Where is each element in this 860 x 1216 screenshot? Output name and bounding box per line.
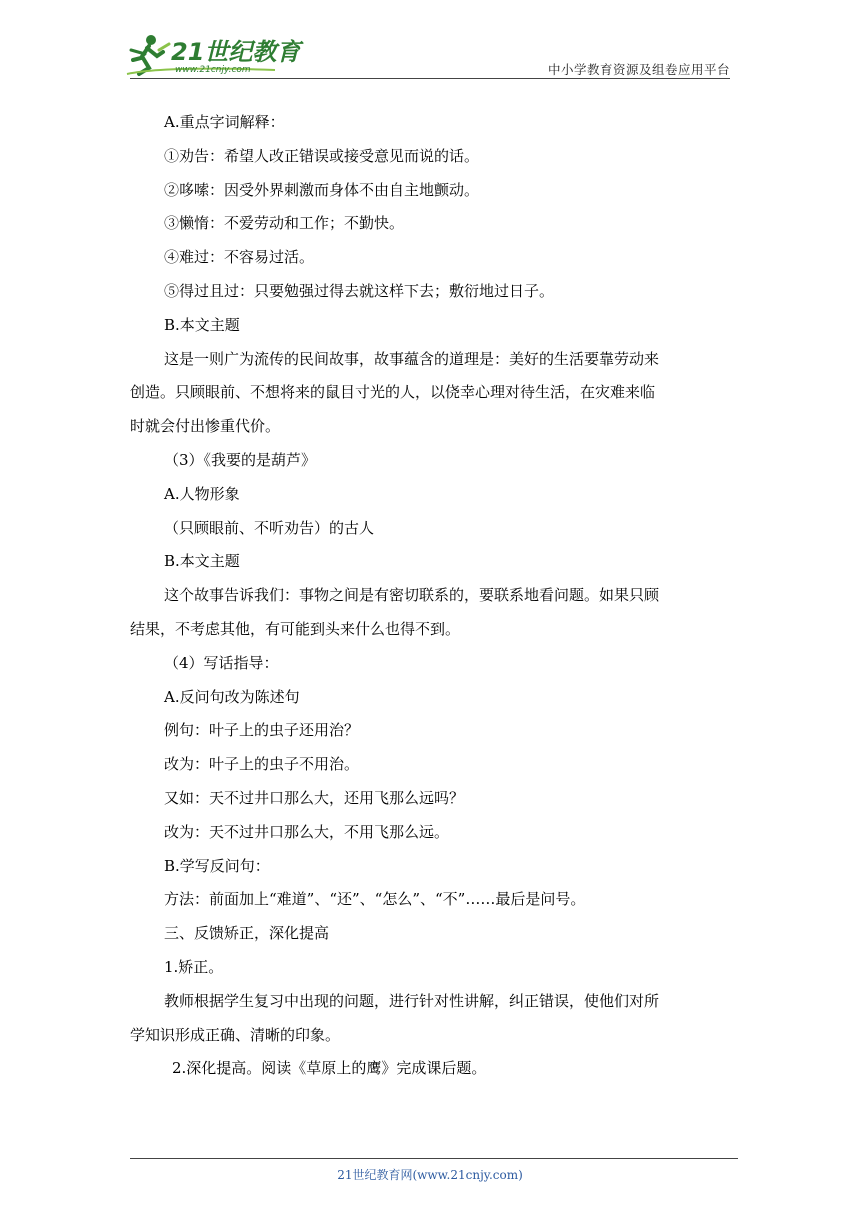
page-header bbox=[0, 0, 860, 90]
text-line: ④难过：不容易过活。 bbox=[164, 248, 315, 266]
text-line: 2.深化提高。阅读《草原上的鹰》完成课后题。 bbox=[172, 1059, 487, 1077]
text-line: 改为：天不过井口那么大，不用飞那么远。 bbox=[164, 823, 450, 841]
text-line: 方法：前面加上“难道”、“还”、“怎么”、“不”……最后是问号。 bbox=[164, 890, 586, 908]
footer-divider bbox=[130, 1158, 738, 1159]
text-line: A.重点字词解释： bbox=[164, 113, 285, 131]
text-line: 例句：叶子上的虫子还用治？ bbox=[164, 721, 360, 739]
text-line: 又如：天不过井口那么大，还用飞那么远吗？ bbox=[164, 789, 465, 807]
text-line: B.本文主题 bbox=[164, 316, 240, 334]
text-line: B.本文主题 bbox=[164, 552, 240, 570]
text-line: 教师根据学生复习中出现的问题，进行针对性讲解，纠正错误，使他们对所 bbox=[164, 992, 660, 1010]
svg-text:www.21cnjy.com: www.21cnjy.com bbox=[175, 65, 251, 75]
text-line: 这是一则广为流传的民间故事，故事蕴含的道理是：美好的生活要靠劳动来 bbox=[164, 350, 660, 368]
text-line: 1.矫正。 bbox=[164, 958, 224, 976]
page-footer: 21世纪教育网(www.21cnjy.com) bbox=[337, 1168, 523, 1182]
svg-text:21世纪教育: 21世纪教育 bbox=[171, 38, 301, 66]
text-line: ③懒惰：不爱劳动和工作；不勤快。 bbox=[164, 214, 405, 232]
text-line: 三、反馈矫正，深化提高 bbox=[164, 924, 330, 942]
text-line: A.人物形象 bbox=[164, 485, 240, 503]
text-line: A.反问句改为陈述句 bbox=[164, 688, 300, 706]
text-line: ①劝告：希望人改正错误或接受意见而说的话。 bbox=[164, 147, 480, 165]
text-line: 这个故事告诉我们：事物之间是有密切联系的，要联系地看问题。如果只顾 bbox=[164, 586, 660, 604]
text-line: （3）《我要的是葫芦》 bbox=[164, 451, 317, 469]
text-line: 时就会付出惨重代价。 bbox=[130, 417, 281, 435]
text-line: 结果，不考虑其他，有可能到头来什么也得不到。 bbox=[130, 620, 461, 638]
runner-logo-icon bbox=[125, 30, 301, 78]
text-line: （只顾眼前、不听劝告）的古人 bbox=[164, 519, 375, 537]
text-line: ⑤得过且过：只要勉强过得去就这样下去；敷衍地过日子。 bbox=[164, 282, 555, 300]
platform-name: 中小学教育资源及组卷应用平台 bbox=[547, 62, 730, 77]
text-line: （4）写话指导： bbox=[164, 654, 279, 672]
text-line: 创造。只顾眼前、不想将来的鼠目寸光的人，以侥幸心理对待生活，在灾难来临 bbox=[130, 383, 656, 401]
text-line: 改为：叶子上的虫子不用治。 bbox=[164, 755, 360, 773]
text-line: 学知识形成正确、清晰的印象。 bbox=[130, 1026, 341, 1044]
site-logo bbox=[125, 30, 301, 78]
header-divider bbox=[130, 78, 730, 79]
text-line: B.学写反问句： bbox=[164, 857, 270, 875]
text-line: ②哆嗦：因受外界刺激而身体不由自主地颤动。 bbox=[164, 181, 480, 199]
